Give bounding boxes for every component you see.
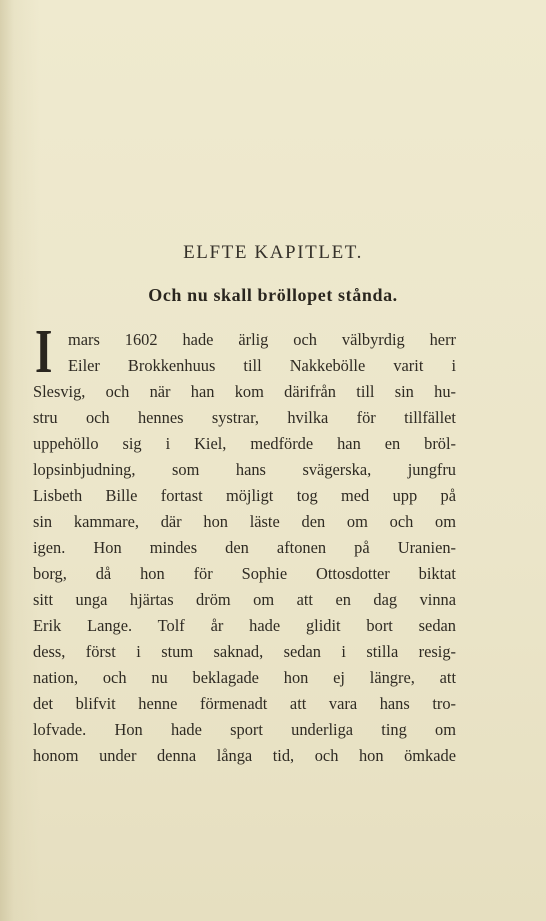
- text-line: lopsinbjudning, som hans svägerska, jungfru: [33, 460, 456, 479]
- text-line: det blifvit henne förmenadt att vara hans tro-: [33, 694, 456, 713]
- text-line: uppehöllo sig i Kiel, medförde han en bröl-: [33, 434, 456, 453]
- text-line: sin kammare, där hon läste den om och om: [33, 512, 456, 531]
- text-line: lofvade. Hon hade sport underliga ting om: [33, 720, 456, 739]
- text-line: Slesvig, och när han kom därifrån till sin hu-: [33, 382, 456, 401]
- text-line: sitt unga hjärtas dröm om att en dag vinna: [33, 590, 456, 609]
- chapter-title: ELFTE KAPITLET.: [183, 242, 363, 263]
- chapter-subtitle: Och nu skall bröllopet stånda.: [148, 285, 398, 305]
- text-line: Erik Lange. Tolf år hade glidit bort sedan: [33, 616, 456, 635]
- text-line: mars 1602 hade ärlig och välbyrdig herr: [68, 330, 456, 349]
- text-line: borg, då hon för Sophie Ottosdotter biktat: [33, 564, 456, 583]
- text-line: igen. Hon mindes den aftonen på Uranien-: [33, 538, 456, 557]
- text-line: stru och hennes systrar, hvilka för tillfället: [33, 408, 456, 427]
- text-line: nation, och nu beklagade hon ej längre, att: [33, 668, 456, 687]
- text-line: dess, först i stum saknad, sedan i stilla resig-: [33, 642, 456, 661]
- text-line: Eiler Brokkenhuus till Nakkebölle varit i: [68, 356, 456, 375]
- text-line: Lisbeth Bille fortast möjligt tog med upp på: [33, 486, 456, 505]
- drop-cap: I: [35, 318, 53, 386]
- text-line: honom under denna långa tid, och hon ömkade: [33, 746, 456, 765]
